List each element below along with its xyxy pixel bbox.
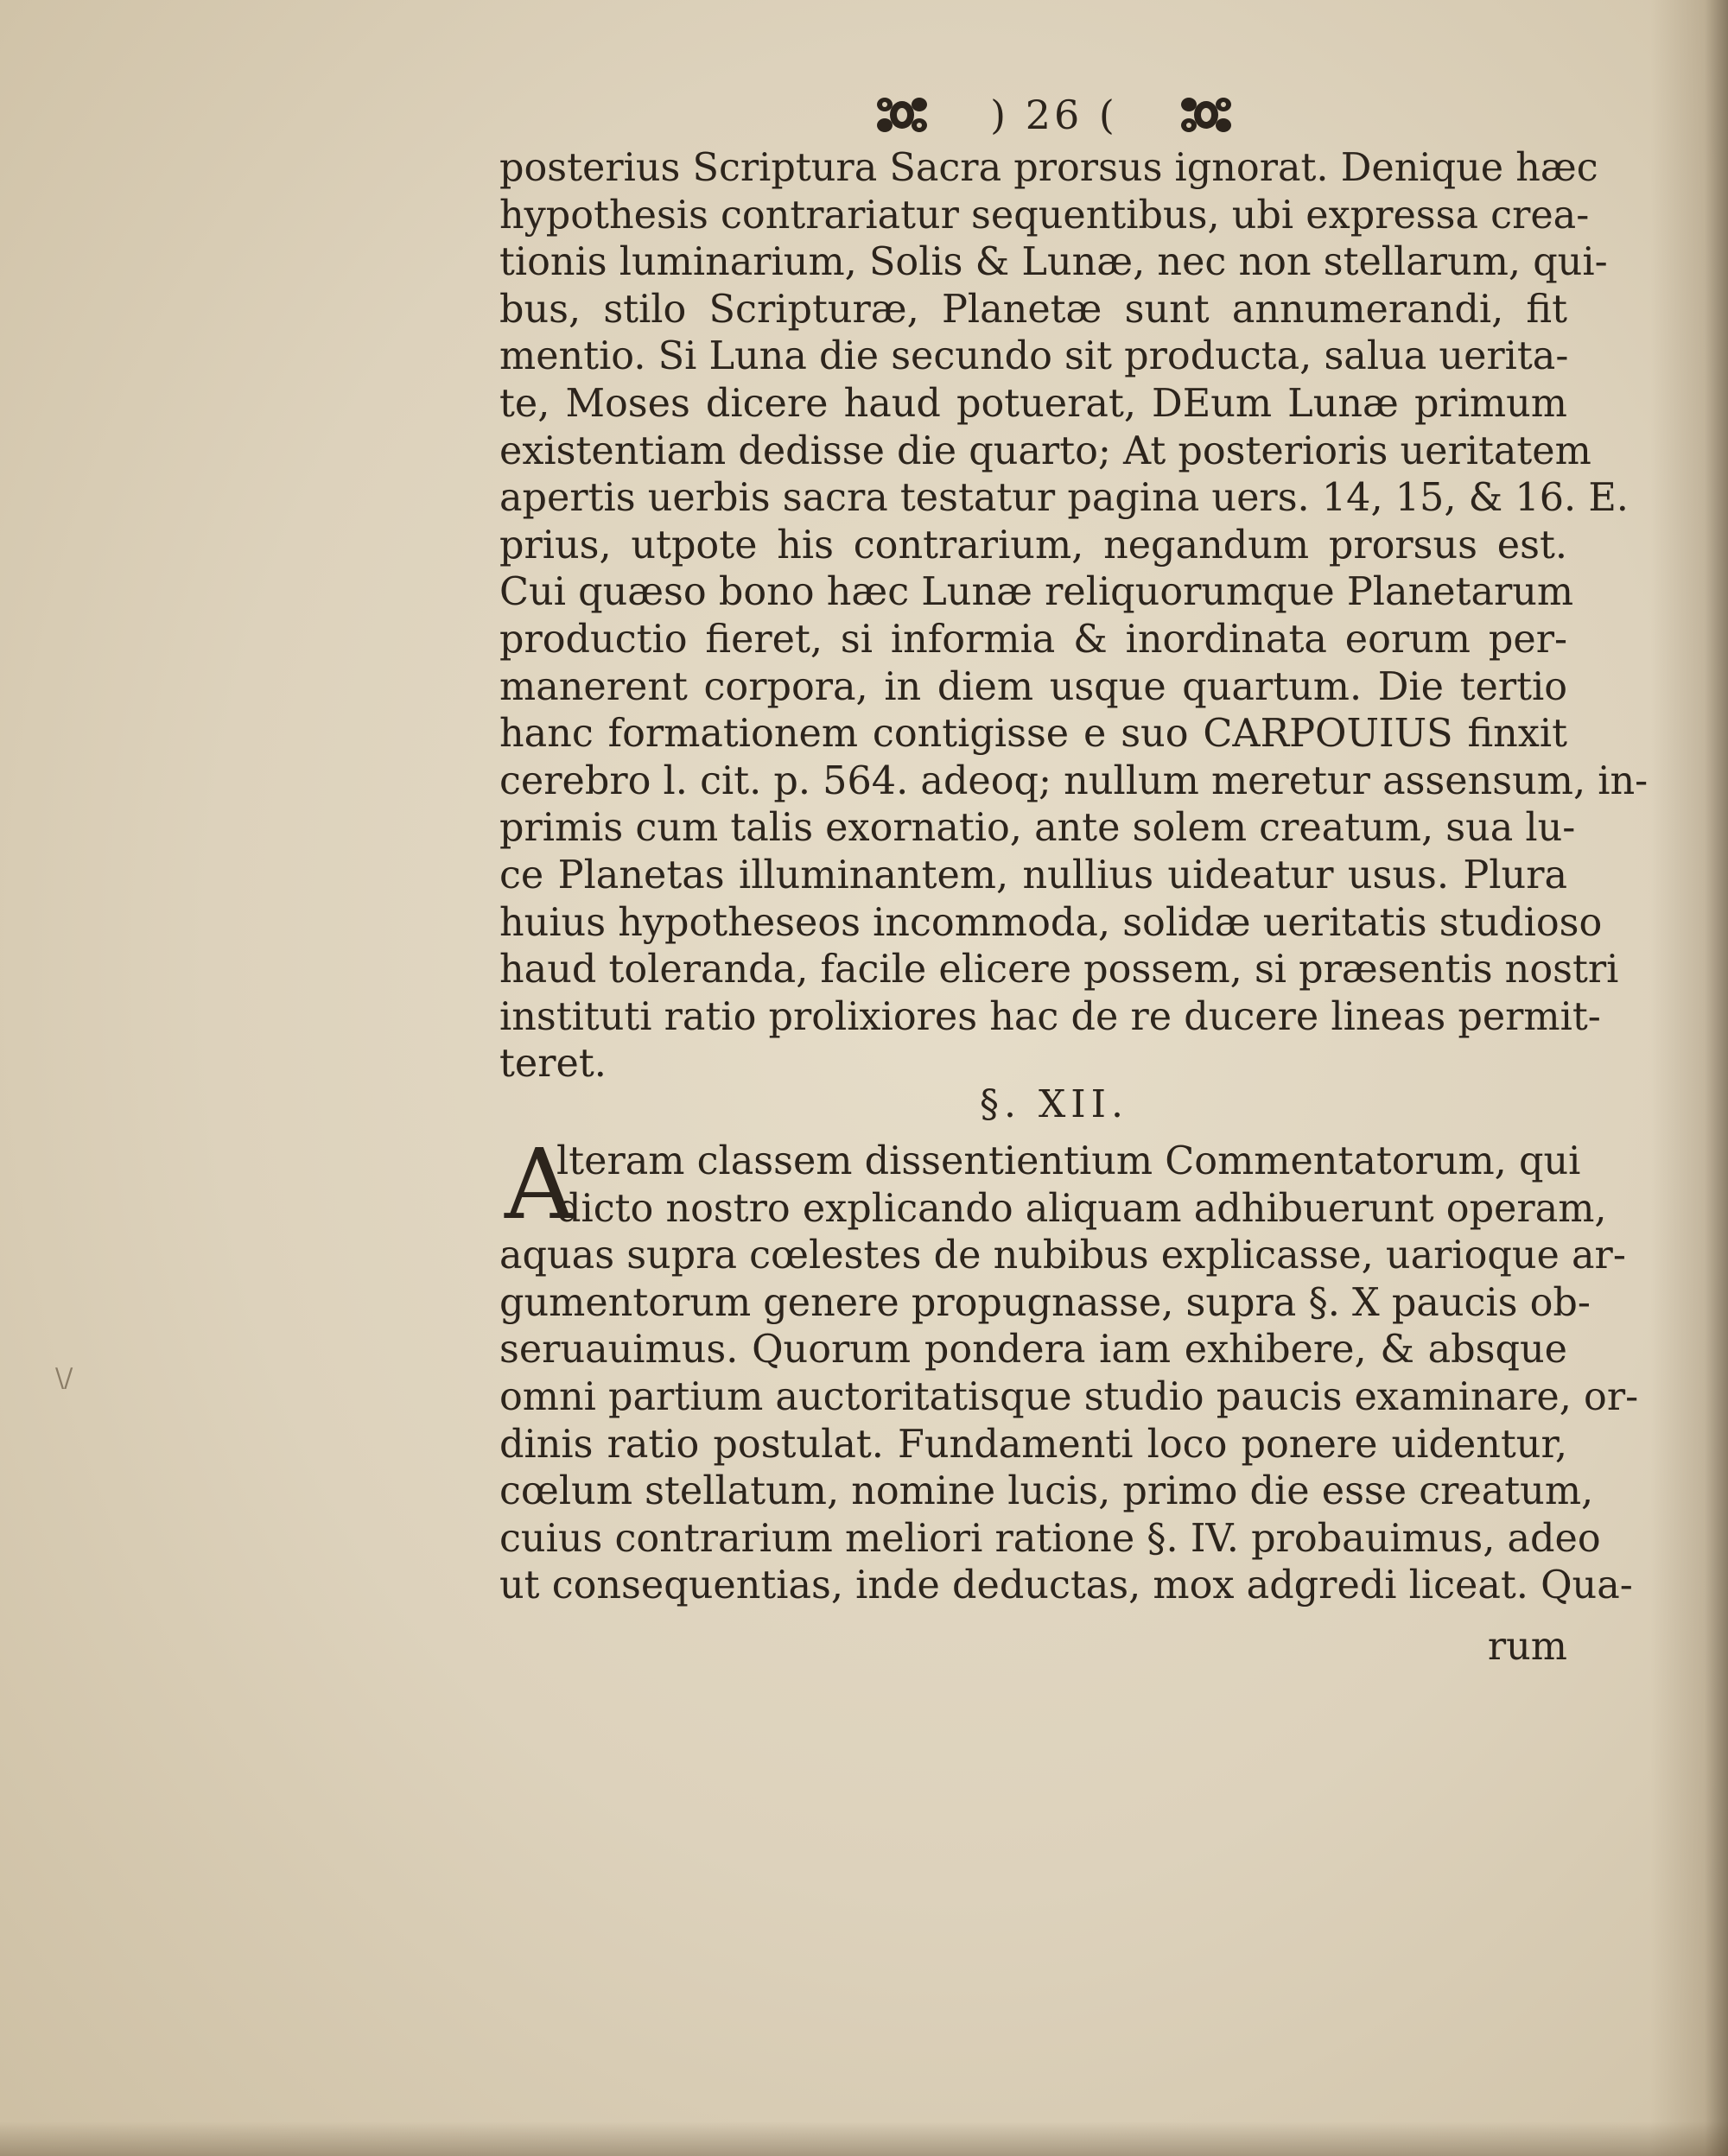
section-heading: §. XII. [979,1082,1129,1126]
text-line: ce Planetas illuminantem, nullius uideatur usus. Plura [499,853,1567,897]
text-line: tionis luminarium, Solis & Lunæ, nec non stellarum, qui- [499,240,1608,285]
text-line: hypothesis contrariatur sequentibus, ubi expressa crea- [499,193,1590,238]
catchword: rum [1487,1625,1567,1669]
text-line: posterius Scriptura Sacra prorsus ignorat. Denique hæc [499,146,1598,190]
fleuron-ornament-left-icon [873,92,931,137]
text-line: manerent corpora, in diem usque quartum. Die tertio [499,664,1567,709]
drop-cap: A [505,1129,575,1241]
text-line: haud toleranda, facile elicere possem, si præsentis nostri [499,948,1619,992]
text-line: primis cum talis exornatio, ante solem creatum, sua lu- [499,806,1576,851]
text-line: bus, stilo Scripturæ, Planetæ sunt annumerandi, fit [499,287,1567,332]
text-line: seruauimus. Quorum pondera iam exhibere, & absque [499,1328,1567,1373]
text-line: omni partium auctoritatisque studio paucis examinare, or- [499,1374,1639,1419]
text-line: dinis ratio postulat. Fundamenti loco ponere uidentur, [499,1422,1567,1467]
text-line: mentio. Si Luna die secundo sit producta, salua uerita- [499,334,1569,379]
page-number: ) 26 ( [990,92,1118,138]
section-paragraph [499,1129,1639,1610]
text-line: instituti ratio prolixiores hac de re ducere lineas permit- [499,994,1601,1039]
paragraph-continuation [499,145,1649,1088]
text-line: apertis uerbis sacra testatur pagina uers. 14, 15, & 16. E. [499,476,1629,521]
text-line: productio fieret, si informia & inordinata eorum per- [499,617,1567,662]
text-line: teret. [499,1042,607,1087]
text-line: te, Moses dicere haud potuerat, DEum Lunæ primum [499,381,1567,426]
text-line: lteram classem dissentientium Commentatorum, qui [556,1139,1581,1183]
margin-mark: \/ [55,1363,73,1393]
text-line: ut consequentias, inde deductas, mox adgredi liceat. Qua- [499,1563,1633,1608]
text-line: dicto nostro explicando aliquam adhibuerunt operam, [556,1186,1607,1231]
text-line: cerebro l. cit. p. 564. adeoq; nullum meretur assensum, in- [499,758,1649,803]
text-line: hanc formationem contigisse e suo CARPOUIUS finxit [499,712,1567,757]
text-line: prius, utpote his contrarium, negandum prorsus est. [499,523,1567,568]
text-line: huius hypotheseos incommoda, solidæ ueritatis studioso [499,900,1603,945]
running-header [873,85,1236,145]
text-line: Cui quæso bono hæc Lunæ reliquorumque Planetarum [499,570,1574,615]
text-line: existentiam dedisse die quarto; At posterioris ueritatem [499,428,1591,473]
text-line: cœlum stellatum, nomine lucis, primo die esse creatum, [499,1469,1594,1514]
text-line: gumentorum genere propugnasse, supra §. X paucis ob- [499,1280,1591,1325]
fleuron-ornament-right-icon [1177,92,1236,137]
text-line: aquas supra cœlestes de nubibus explicasse, uarioque ar- [499,1233,1626,1278]
text-line: cuius contrarium meliori ratione §. IV. probauimus, adeo [499,1516,1601,1561]
